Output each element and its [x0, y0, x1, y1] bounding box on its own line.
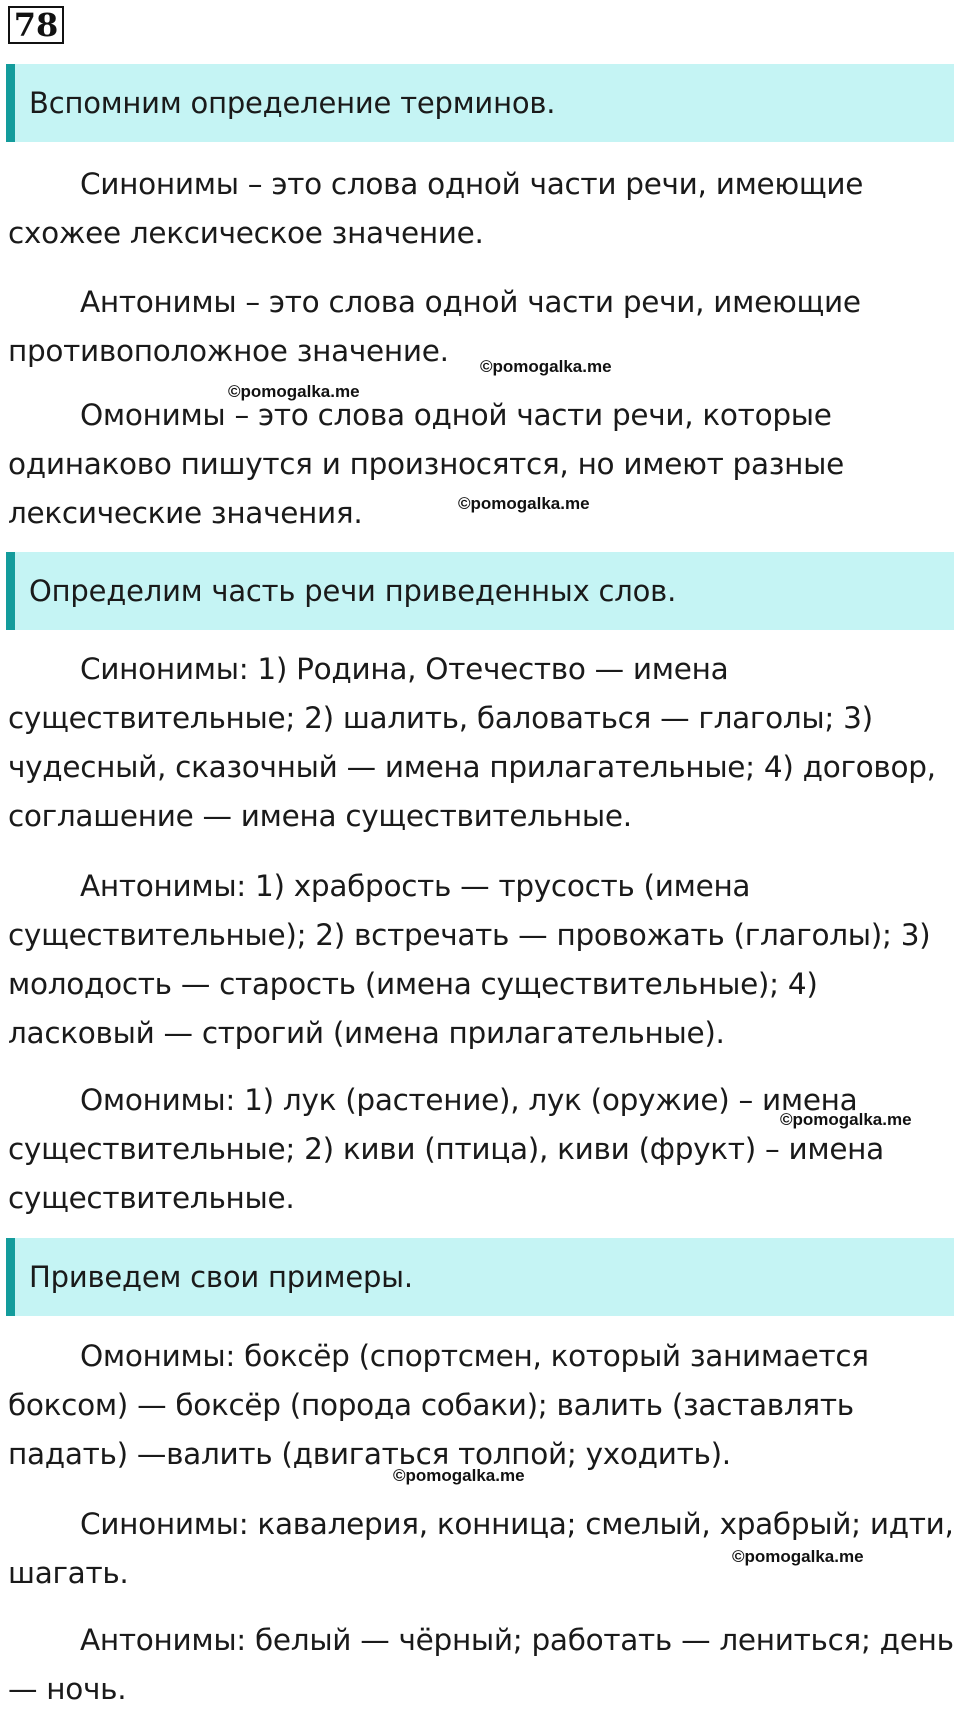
- paragraph-homonyms-parts: Омонимы: 1) лук (растение), лук (оружие) – имена существительные; 2) киви (птица), киви (фрукт) – имена существительные.: [8, 1083, 884, 1215]
- paragraph-antonyms-parts: Антонимы: 1) храбрость — трусость (имена существительные); 2) встречать — провожать (глаголы); 3) молодость — старость (имена существительные); 4) ласковый — строгий (имена прилагательные).: [8, 869, 931, 1050]
- paragraph-homonyms-definition: Омонимы – это слова одной части речи, которые одинаково пишутся и произносятся, но имеют разные лексические значения.: [8, 398, 844, 530]
- paragraph-synonyms-examples: Синонимы: кавалерия, конница; смелый, храбрый; идти, шагать.: [8, 1507, 954, 1590]
- section-heading-3: Приведем свои примеры.: [6, 1238, 954, 1316]
- watermark: ©pomogalka.me: [393, 1466, 525, 1485]
- section-heading-1: Вспомним определение терминов.: [6, 64, 954, 142]
- section-heading-2: Определим часть речи приведенных слов.: [6, 552, 954, 630]
- task-number: 78: [8, 6, 64, 44]
- paragraph-antonyms-examples: Антонимы: белый — чёрный; работать — лениться; день — ночь.: [8, 1623, 954, 1706]
- watermark: ©pomogalka.me: [228, 382, 360, 401]
- watermark: ©pomogalka.me: [458, 494, 590, 513]
- watermark: ©pomogalka.me: [732, 1547, 864, 1566]
- paragraph-antonyms-definition: Антонимы – это слова одной части речи, имеющие противоположное значение.: [8, 285, 861, 368]
- paragraph-synonyms-definition: Синонимы – это слова одной части речи, имеющие схожее лексическое значение.: [8, 167, 864, 250]
- watermark: ©pomogalka.me: [780, 1110, 912, 1129]
- paragraph-homonyms-examples: Омонимы: боксёр (спортсмен, который занимается боксом) — боксёр (порода собаки); валить (заставлять падать) —валить (двигаться толпой; уходить).: [8, 1339, 869, 1471]
- watermark: ©pomogalka.me: [480, 357, 612, 376]
- paragraph-synonyms-parts: Синонимы: 1) Родина, Отечество — имена существительные; 2) шалить, баловаться — глаголы; 3) чудесный, сказочный — имена прилагательные; 4) договор, соглашение — имена существительные.: [8, 652, 936, 833]
